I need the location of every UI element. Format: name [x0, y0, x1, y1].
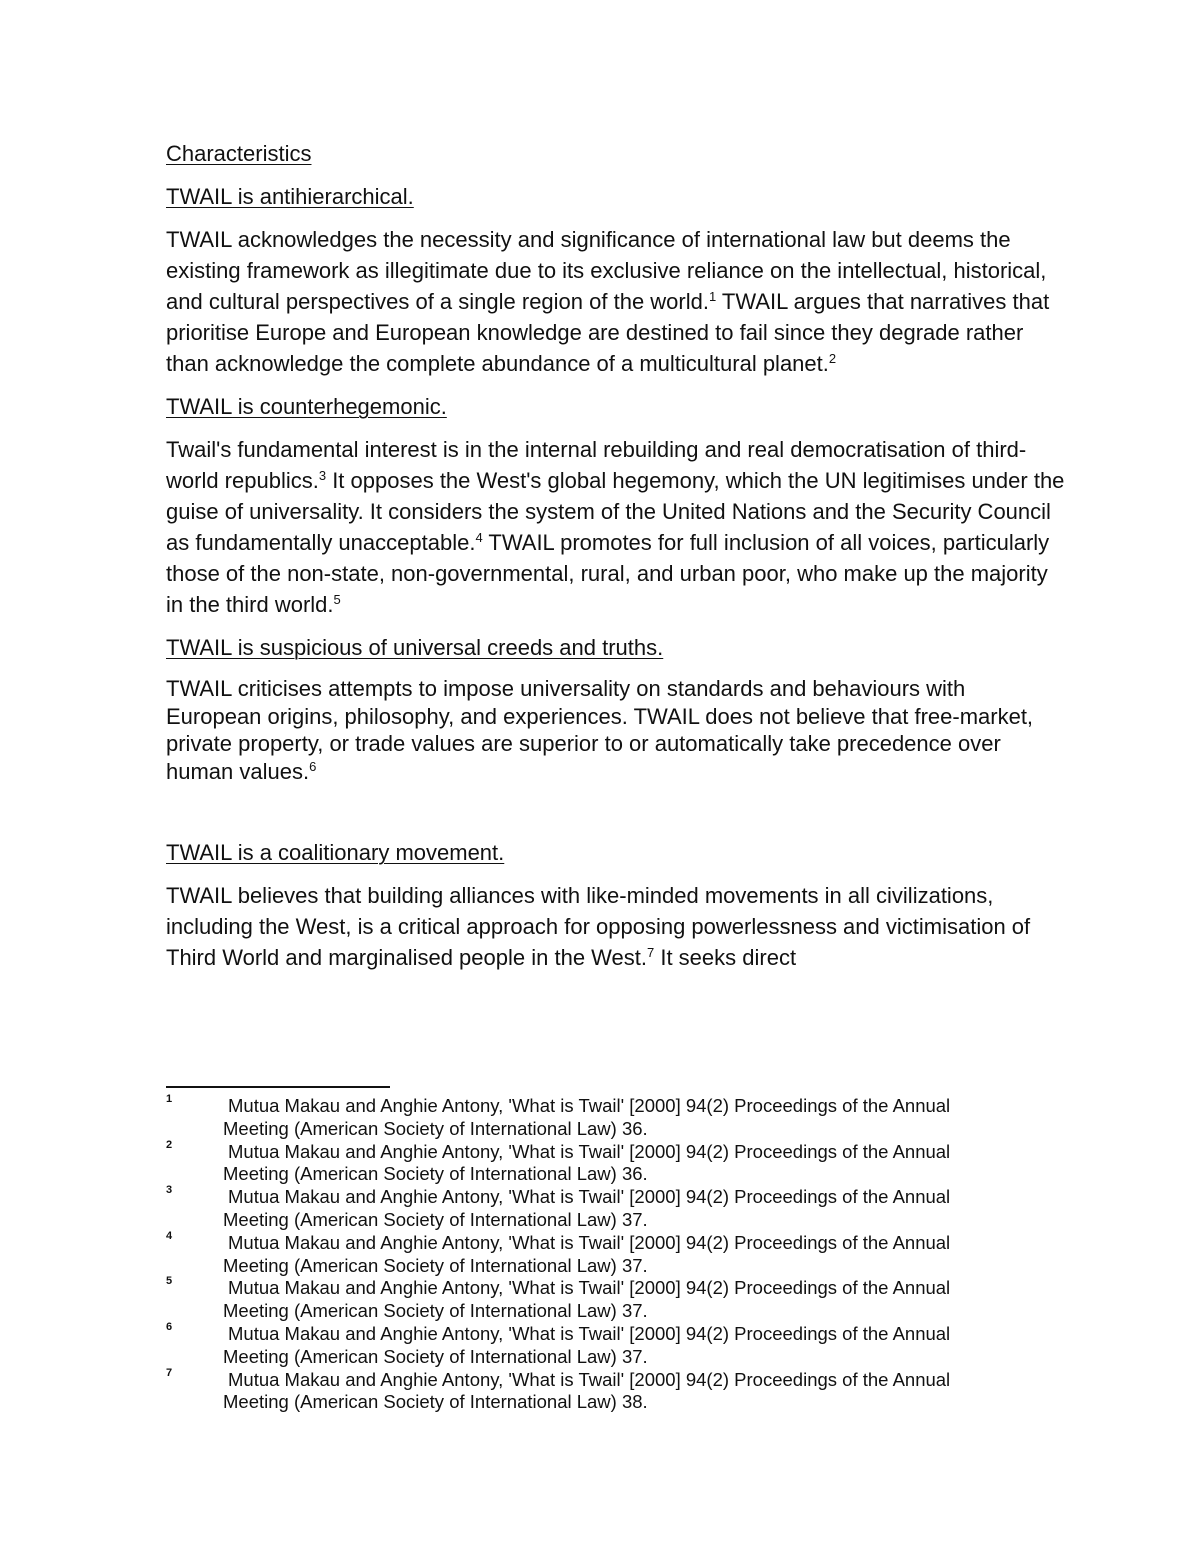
paragraph-text: TWAIL acknowledges the necessity and significance of international law but deems the existing framework as illegitimate due to its exclusive reliance on the intellectual, historical, and cultural perspectives of a single region of the world.: [166, 227, 1047, 314]
footnote-reference: 1: [708, 289, 717, 304]
footnote-separator: [166, 1086, 390, 1088]
blank-line: [166, 797, 1066, 837]
section-paragraph-suspicious: [166, 675, 1066, 785]
footnotes: [166, 1095, 1066, 1414]
footnote-number: 5: [166, 1275, 173, 1288]
footnote-reference: 6: [309, 758, 317, 774]
footnote-item: [166, 1186, 1066, 1232]
document-body: [166, 138, 1066, 985]
section-paragraph-coalitionary: [166, 880, 1066, 973]
paragraph-text: It opposes the West's global hegemony, which the UN legitimises under the guise of universality. It considers the system of the United Nations and the Security Council as fundamentally unacceptable.: [166, 468, 1065, 555]
footnote-text: Mutua Makau and Anghie Antony, 'What is Twail' [2000] 94(2) Proceedings of the Annual Meeting (American Society of International Law) 38.: [223, 1368, 951, 1413]
footnote-text: Mutua Makau and Anghie Antony, 'What is Twail' [2000] 94(2) Proceedings of the Annual Meeting (American Society of International Law) 36.: [223, 1095, 951, 1139]
footnote-text: Mutua Makau and Anghie Antony, 'What is Twail' [2000] 94(2) Proceedings of the Annual Meeting (American Society of International Law) 37.: [223, 1231, 951, 1276]
section-heading-suspicious: TWAIL is suspicious of universal creeds and truths.: [166, 635, 664, 660]
footnote-reference: 5: [333, 592, 341, 607]
section-heading-coalitionary: TWAIL is a coalitionary movement.: [166, 840, 505, 865]
footnote-item: [166, 1138, 1066, 1187]
paragraph-text: TWAIL criticises attempts to impose universality on standards and behaviours with European origins, philosophy, and experiences. TWAIL does not believe that free-market, private property, or trade values are superior to or automatically take precedence over human values.: [166, 676, 1034, 784]
footnote-reference: 7: [647, 945, 655, 960]
section-heading-antihierarchical: TWAIL is antihierarchical.: [166, 184, 414, 209]
section-heading-counterhegemonic: TWAIL is counterhegemonic.: [166, 394, 447, 419]
paragraph-text: TWAIL argues that narratives that prioritise Europe and European knowledge are destined to fail since they degrade rather than acknowledge the complete abundance of a multicultural planet.: [166, 289, 1050, 376]
footnote-text: Mutua Makau and Anghie Antony, 'What is Twail' [2000] 94(2) Proceedings of the Annual Meeting (American Society of International Law) 37.: [223, 1322, 951, 1367]
section-paragraph-antihierarchical: [166, 224, 1066, 379]
paragraph-text: TWAIL promotes for full inclusion of all voices, particularly those of the non-state, non-governmental, rural, and urban poor, who make up the majority in the third world.: [166, 530, 1050, 617]
footnote-number: 6: [166, 1320, 173, 1333]
footnote-item: [166, 1277, 1066, 1323]
page-title: Characteristics: [166, 141, 312, 166]
section-paragraph-counterhegemonic: [166, 434, 1066, 620]
paragraph-text: TWAIL believes that building alliances with like-minded movements in all civilizations, including the West, is a critical approach for opposing powerlessness and victimisation of Third World and marginalised people in the West.: [166, 883, 1031, 970]
footnote-number: 3: [166, 1184, 173, 1197]
footnote-text: Mutua Makau and Anghie Antony, 'What is Twail' [2000] 94(2) Proceedings of the Annual Meeting (American Society of International Law) 36.: [223, 1140, 951, 1185]
footnote-reference: 2: [828, 351, 837, 366]
footnote-item: [166, 1366, 1066, 1415]
footnote-text: Mutua Makau and Anghie Antony, 'What is Twail' [2000] 94(2) Proceedings of the Annual Meeting (American Society of International Law) 37.: [223, 1186, 951, 1230]
paragraph-text: It seeks direct: [654, 945, 797, 970]
footnote-item: [166, 1320, 1066, 1369]
footnote-item: [166, 1095, 1066, 1141]
footnote-number: 1: [166, 1093, 173, 1105]
footnote-reference: 3: [318, 468, 327, 483]
paragraph-text: Twail's fundamental interest is in the internal rebuilding and real democratisation of third-world republics.: [166, 437, 1027, 493]
footnote-number: 2: [166, 1138, 173, 1151]
footnote-reference: 4: [475, 530, 483, 545]
footnote-number: 7: [166, 1366, 173, 1379]
footnote-number: 4: [166, 1229, 173, 1242]
footnote-text: Mutua Makau and Anghie Antony, 'What is Twail' [2000] 94(2) Proceedings of the Annual Meeting (American Society of International Law) 37.: [223, 1277, 951, 1322]
footnote-item: [166, 1229, 1066, 1278]
